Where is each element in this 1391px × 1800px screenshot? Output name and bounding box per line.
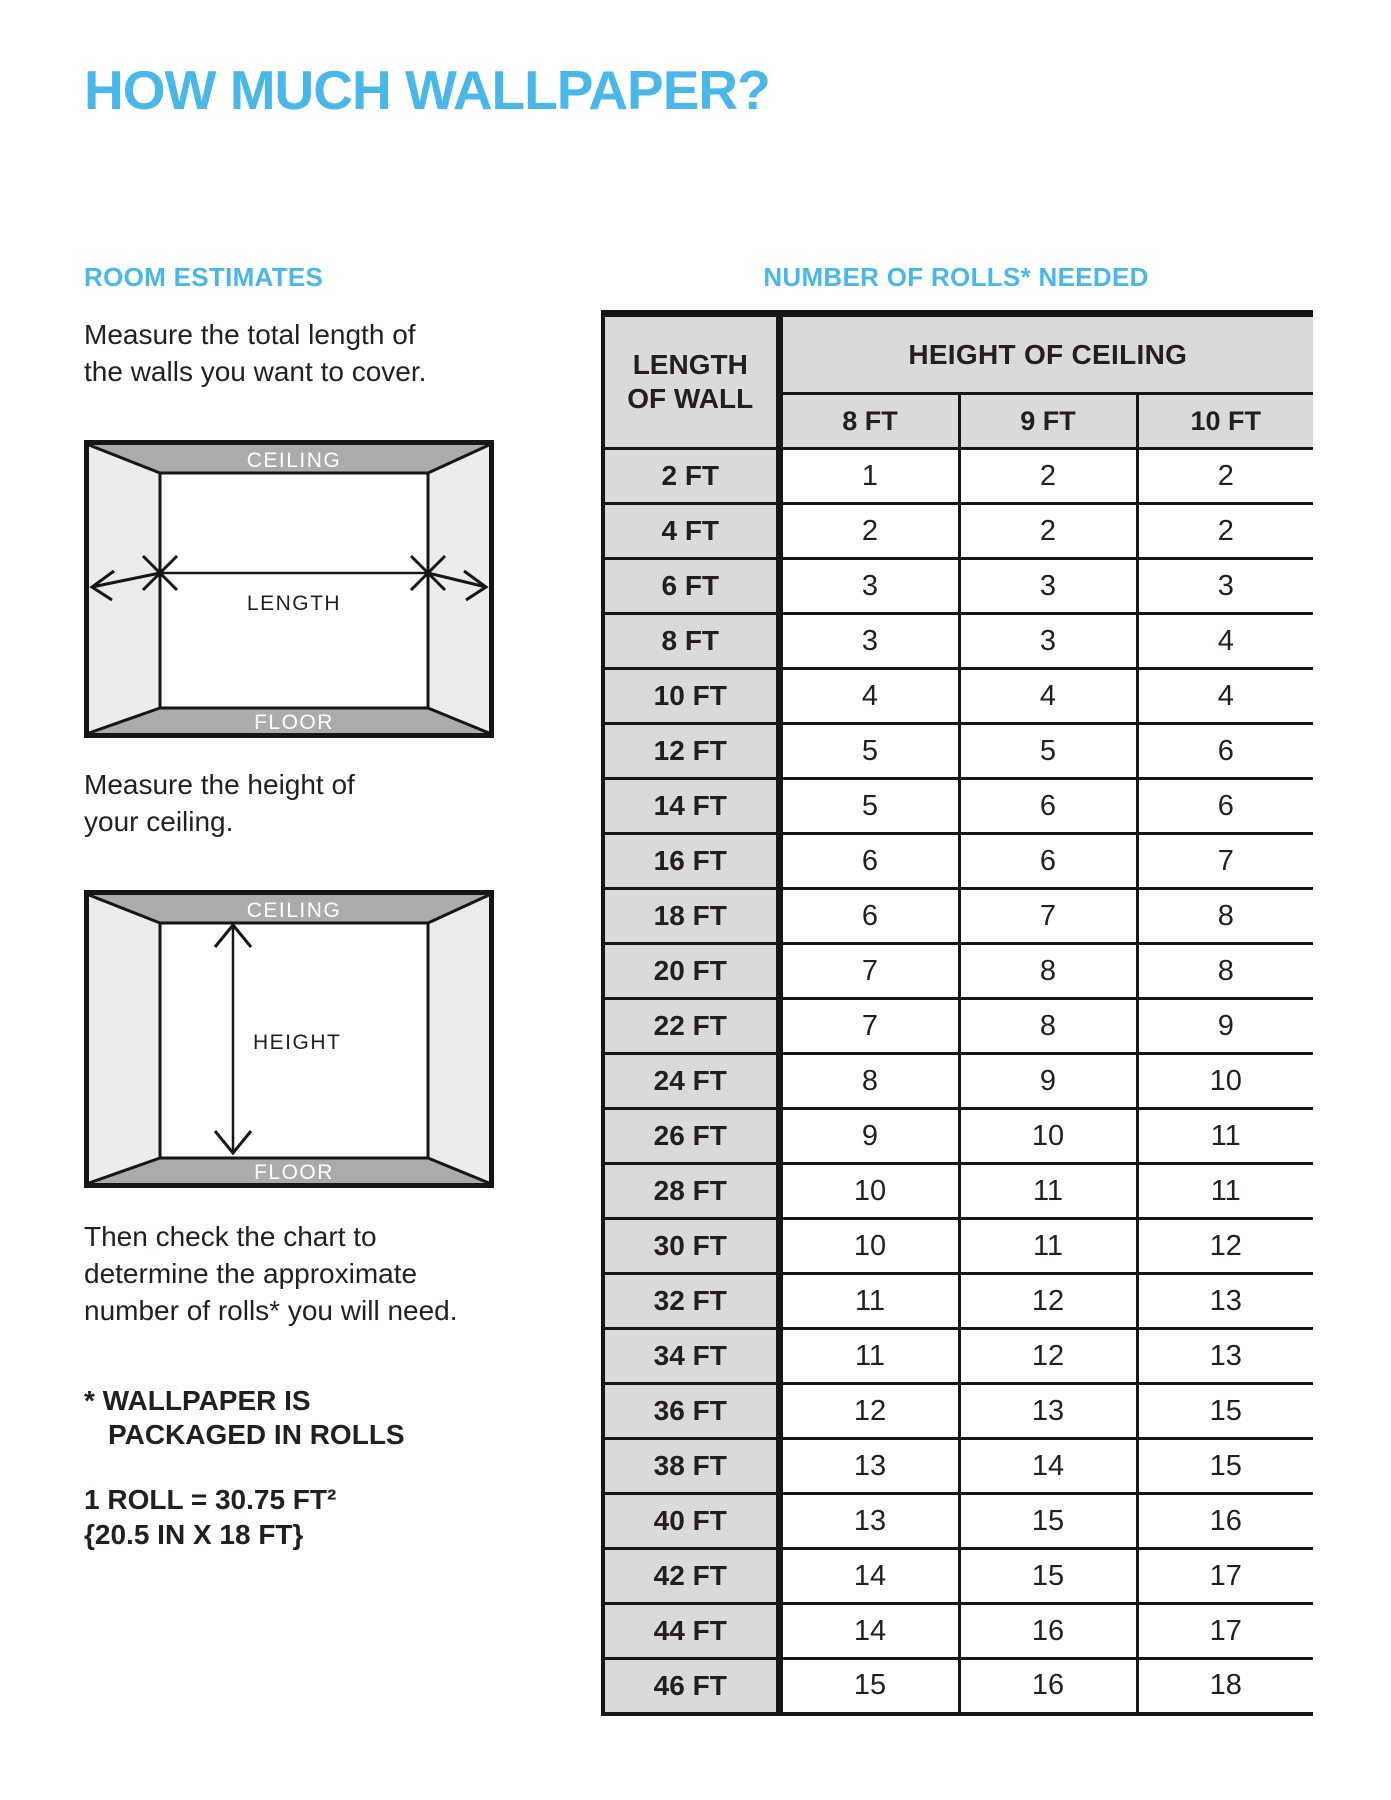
roll-count-cell: 4 <box>1137 669 1313 724</box>
roll-count-cell: 3 <box>779 559 959 614</box>
header-line: OF WALL <box>627 383 754 414</box>
roll-count-cell: 7 <box>779 944 959 999</box>
wall-length-label: 16 FT <box>603 834 779 889</box>
roll-count-cell: 17 <box>1137 1604 1313 1659</box>
roll-count-cell: 11 <box>959 1219 1137 1274</box>
roll-count-cell: 13 <box>959 1384 1137 1439</box>
roll-count-cell: 11 <box>779 1329 959 1384</box>
floor-label: FLOOR <box>254 711 334 734</box>
col-header-10ft: 10 FT <box>1137 394 1313 449</box>
roll-count-cell: 6 <box>1137 724 1313 779</box>
wall-length-label: 8 FT <box>603 614 779 669</box>
table-row <box>603 1054 1313 1109</box>
wall-length-label: 30 FT <box>603 1219 779 1274</box>
roll-count-cell: 8 <box>1137 889 1313 944</box>
wall-length-label: 44 FT <box>603 1604 779 1659</box>
ceiling-label: CEILING <box>246 449 342 472</box>
roll-count-cell: 11 <box>1137 1164 1313 1219</box>
roll-size-line: 1 ROLL = 30.75 FT² <box>84 1484 337 1515</box>
table-row <box>603 1494 1313 1549</box>
wall-length-label: 12 FT <box>603 724 779 779</box>
roll-size-line: {20.5 IN X 18 FT} <box>84 1519 304 1550</box>
floor-label: FLOOR <box>254 1161 334 1184</box>
roll-count-cell: 8 <box>779 1054 959 1109</box>
roll-count-cell: 13 <box>779 1439 959 1494</box>
wall-length-label: 26 FT <box>603 1109 779 1164</box>
table-header <box>603 314 1313 449</box>
roll-count-cell: 6 <box>959 779 1137 834</box>
roll-count-cell: 14 <box>779 1604 959 1659</box>
room-length-diagram <box>84 440 494 738</box>
roll-count-cell: 17 <box>1137 1549 1313 1604</box>
roll-count-cell: 6 <box>959 834 1137 889</box>
roll-count-cell: 15 <box>1137 1384 1313 1439</box>
roll-count-cell: 12 <box>779 1384 959 1439</box>
roll-count-cell: 13 <box>1137 1274 1313 1329</box>
roll-count-cell: 5 <box>779 724 959 779</box>
roll-size-info <box>84 1482 336 1552</box>
roll-count-cell: 6 <box>779 834 959 889</box>
roll-count-cell: 2 <box>779 504 959 559</box>
roll-count-cell: 15 <box>779 1659 959 1714</box>
wallpaper-rolls-note <box>84 1384 405 1452</box>
roll-count-cell: 3 <box>959 559 1137 614</box>
roll-count-cell: 4 <box>1137 614 1313 669</box>
paragraph-line: your ceiling. <box>84 806 234 837</box>
roll-count-cell: 11 <box>779 1274 959 1329</box>
left-wall-face <box>89 445 160 733</box>
col-header-8ft: 8 FT <box>779 394 959 449</box>
roll-count-cell: 18 <box>1137 1659 1313 1714</box>
table-row <box>603 1659 1313 1714</box>
check-chart-paragraph <box>84 1218 524 1329</box>
wall-length-label: 2 FT <box>603 449 779 504</box>
measure-height-paragraph <box>84 766 524 840</box>
table-row <box>603 1329 1313 1384</box>
roll-count-cell: 14 <box>959 1439 1137 1494</box>
roll-count-cell: 10 <box>1137 1054 1313 1109</box>
roll-count-cell: 8 <box>1137 944 1313 999</box>
roll-count-cell: 1 <box>779 449 959 504</box>
roll-count-cell: 9 <box>959 1054 1137 1109</box>
roll-count-cell: 6 <box>779 889 959 944</box>
roll-count-cell: 2 <box>959 504 1137 559</box>
table-row <box>603 449 1313 504</box>
wall-length-label: 28 FT <box>603 1164 779 1219</box>
roll-count-cell: 14 <box>779 1549 959 1604</box>
roll-count-cell: 13 <box>779 1494 959 1549</box>
length-label: LENGTH <box>246 592 342 615</box>
wall-length-label: 22 FT <box>603 999 779 1054</box>
roll-count-cell: 5 <box>779 779 959 834</box>
wall-length-label: 38 FT <box>603 1439 779 1494</box>
roll-count-cell: 15 <box>959 1494 1137 1549</box>
roll-count-cell: 9 <box>779 1109 959 1164</box>
wall-length-label: 34 FT <box>603 1329 779 1384</box>
rolls-needed-table <box>601 310 1313 1716</box>
wall-length-label: 14 FT <box>603 779 779 834</box>
roll-count-cell: 13 <box>1137 1329 1313 1384</box>
roll-count-cell: 12 <box>959 1329 1137 1384</box>
room-estimates-heading: ROOM ESTIMATES <box>84 262 324 292</box>
table-row <box>603 779 1313 834</box>
table-row <box>603 1274 1313 1329</box>
col-header-9ft: 9 FT <box>959 394 1137 449</box>
roll-count-cell: 3 <box>1137 559 1313 614</box>
roll-count-cell: 5 <box>959 724 1137 779</box>
wall-length-label: 46 FT <box>603 1659 779 1714</box>
paragraph-line: determine the approximate <box>84 1258 418 1289</box>
roll-count-cell: 2 <box>1137 449 1313 504</box>
roll-count-cell: 15 <box>959 1549 1137 1604</box>
roll-count-cell: 6 <box>1137 779 1313 834</box>
paragraph-line: Measure the height of <box>84 769 355 800</box>
roll-count-cell: 2 <box>1137 504 1313 559</box>
roll-count-cell: 11 <box>959 1164 1137 1219</box>
roll-count-cell: 3 <box>959 614 1137 669</box>
table-body <box>603 449 1313 1714</box>
paragraph-line: number of rolls* you will need. <box>84 1295 458 1326</box>
wall-length-label: 42 FT <box>603 1549 779 1604</box>
roll-count-cell: 8 <box>959 944 1137 999</box>
table-row <box>603 1604 1313 1659</box>
wall-length-label: 24 FT <box>603 1054 779 1109</box>
wall-length-label: 36 FT <box>603 1384 779 1439</box>
roll-count-cell: 7 <box>1137 834 1313 889</box>
roll-count-cell: 7 <box>959 889 1137 944</box>
roll-count-cell: 11 <box>1137 1109 1313 1164</box>
roll-count-cell: 10 <box>779 1219 959 1274</box>
wall-length-label: 40 FT <box>603 1494 779 1549</box>
right-wall-face <box>428 445 489 733</box>
table-row <box>603 944 1313 999</box>
back-wall-face <box>160 473 428 708</box>
page-title: HOW MUCH WALLPAPER? <box>84 59 770 121</box>
table-row <box>603 1439 1313 1494</box>
right-wall-face <box>428 895 489 1183</box>
note-line: PACKAGED IN ROLLS <box>108 1419 405 1450</box>
roll-count-cell: 15 <box>1137 1439 1313 1494</box>
wall-length-label: 6 FT <box>603 559 779 614</box>
wall-length-label: 32 FT <box>603 1274 779 1329</box>
ceiling-height-diagram <box>84 890 494 1188</box>
ceiling-label: CEILING <box>246 899 342 922</box>
paragraph-line: the walls you want to cover. <box>84 356 427 387</box>
roll-count-cell: 16 <box>959 1659 1137 1714</box>
roll-count-cell: 12 <box>1137 1219 1313 1274</box>
table-row <box>603 504 1313 559</box>
table-row <box>603 1219 1313 1274</box>
roll-count-cell: 16 <box>1137 1494 1313 1549</box>
table-row <box>603 559 1313 614</box>
wall-length-label: 20 FT <box>603 944 779 999</box>
roll-count-cell: 2 <box>959 449 1137 504</box>
wall-length-label: 18 FT <box>603 889 779 944</box>
height-label: HEIGHT <box>253 1031 342 1054</box>
table-row <box>603 1549 1313 1604</box>
measure-length-paragraph <box>84 316 524 390</box>
wall-length-label: 10 FT <box>603 669 779 724</box>
table-row <box>603 889 1313 944</box>
length-of-wall-header <box>603 314 779 449</box>
roll-count-cell: 4 <box>779 669 959 724</box>
paragraph-line: Then check the chart to <box>84 1221 377 1252</box>
roll-count-cell: 16 <box>959 1604 1137 1659</box>
paragraph-line: Measure the total length of <box>84 319 416 350</box>
note-line: * WALLPAPER IS <box>84 1385 311 1416</box>
roll-count-cell: 8 <box>959 999 1137 1054</box>
table-row <box>603 834 1313 889</box>
table-row <box>603 614 1313 669</box>
roll-count-cell: 3 <box>779 614 959 669</box>
wall-length-label: 4 FT <box>603 504 779 559</box>
table-row <box>603 669 1313 724</box>
roll-count-cell: 12 <box>959 1274 1137 1329</box>
table-row <box>603 999 1313 1054</box>
header-line: LENGTH <box>632 349 748 380</box>
table-row <box>603 724 1313 779</box>
roll-count-cell: 9 <box>1137 999 1313 1054</box>
table-row <box>603 1384 1313 1439</box>
roll-count-cell: 7 <box>779 999 959 1054</box>
rolls-needed-heading: NUMBER OF ROLLS* NEEDED <box>763 262 1149 292</box>
left-wall-face <box>89 895 160 1183</box>
table-row <box>603 1164 1313 1219</box>
height-of-ceiling-header: HEIGHT OF CEILING <box>779 314 1313 394</box>
roll-count-cell: 10 <box>959 1109 1137 1164</box>
roll-count-cell: 4 <box>959 669 1137 724</box>
table-row <box>603 1109 1313 1164</box>
roll-count-cell: 10 <box>779 1164 959 1219</box>
